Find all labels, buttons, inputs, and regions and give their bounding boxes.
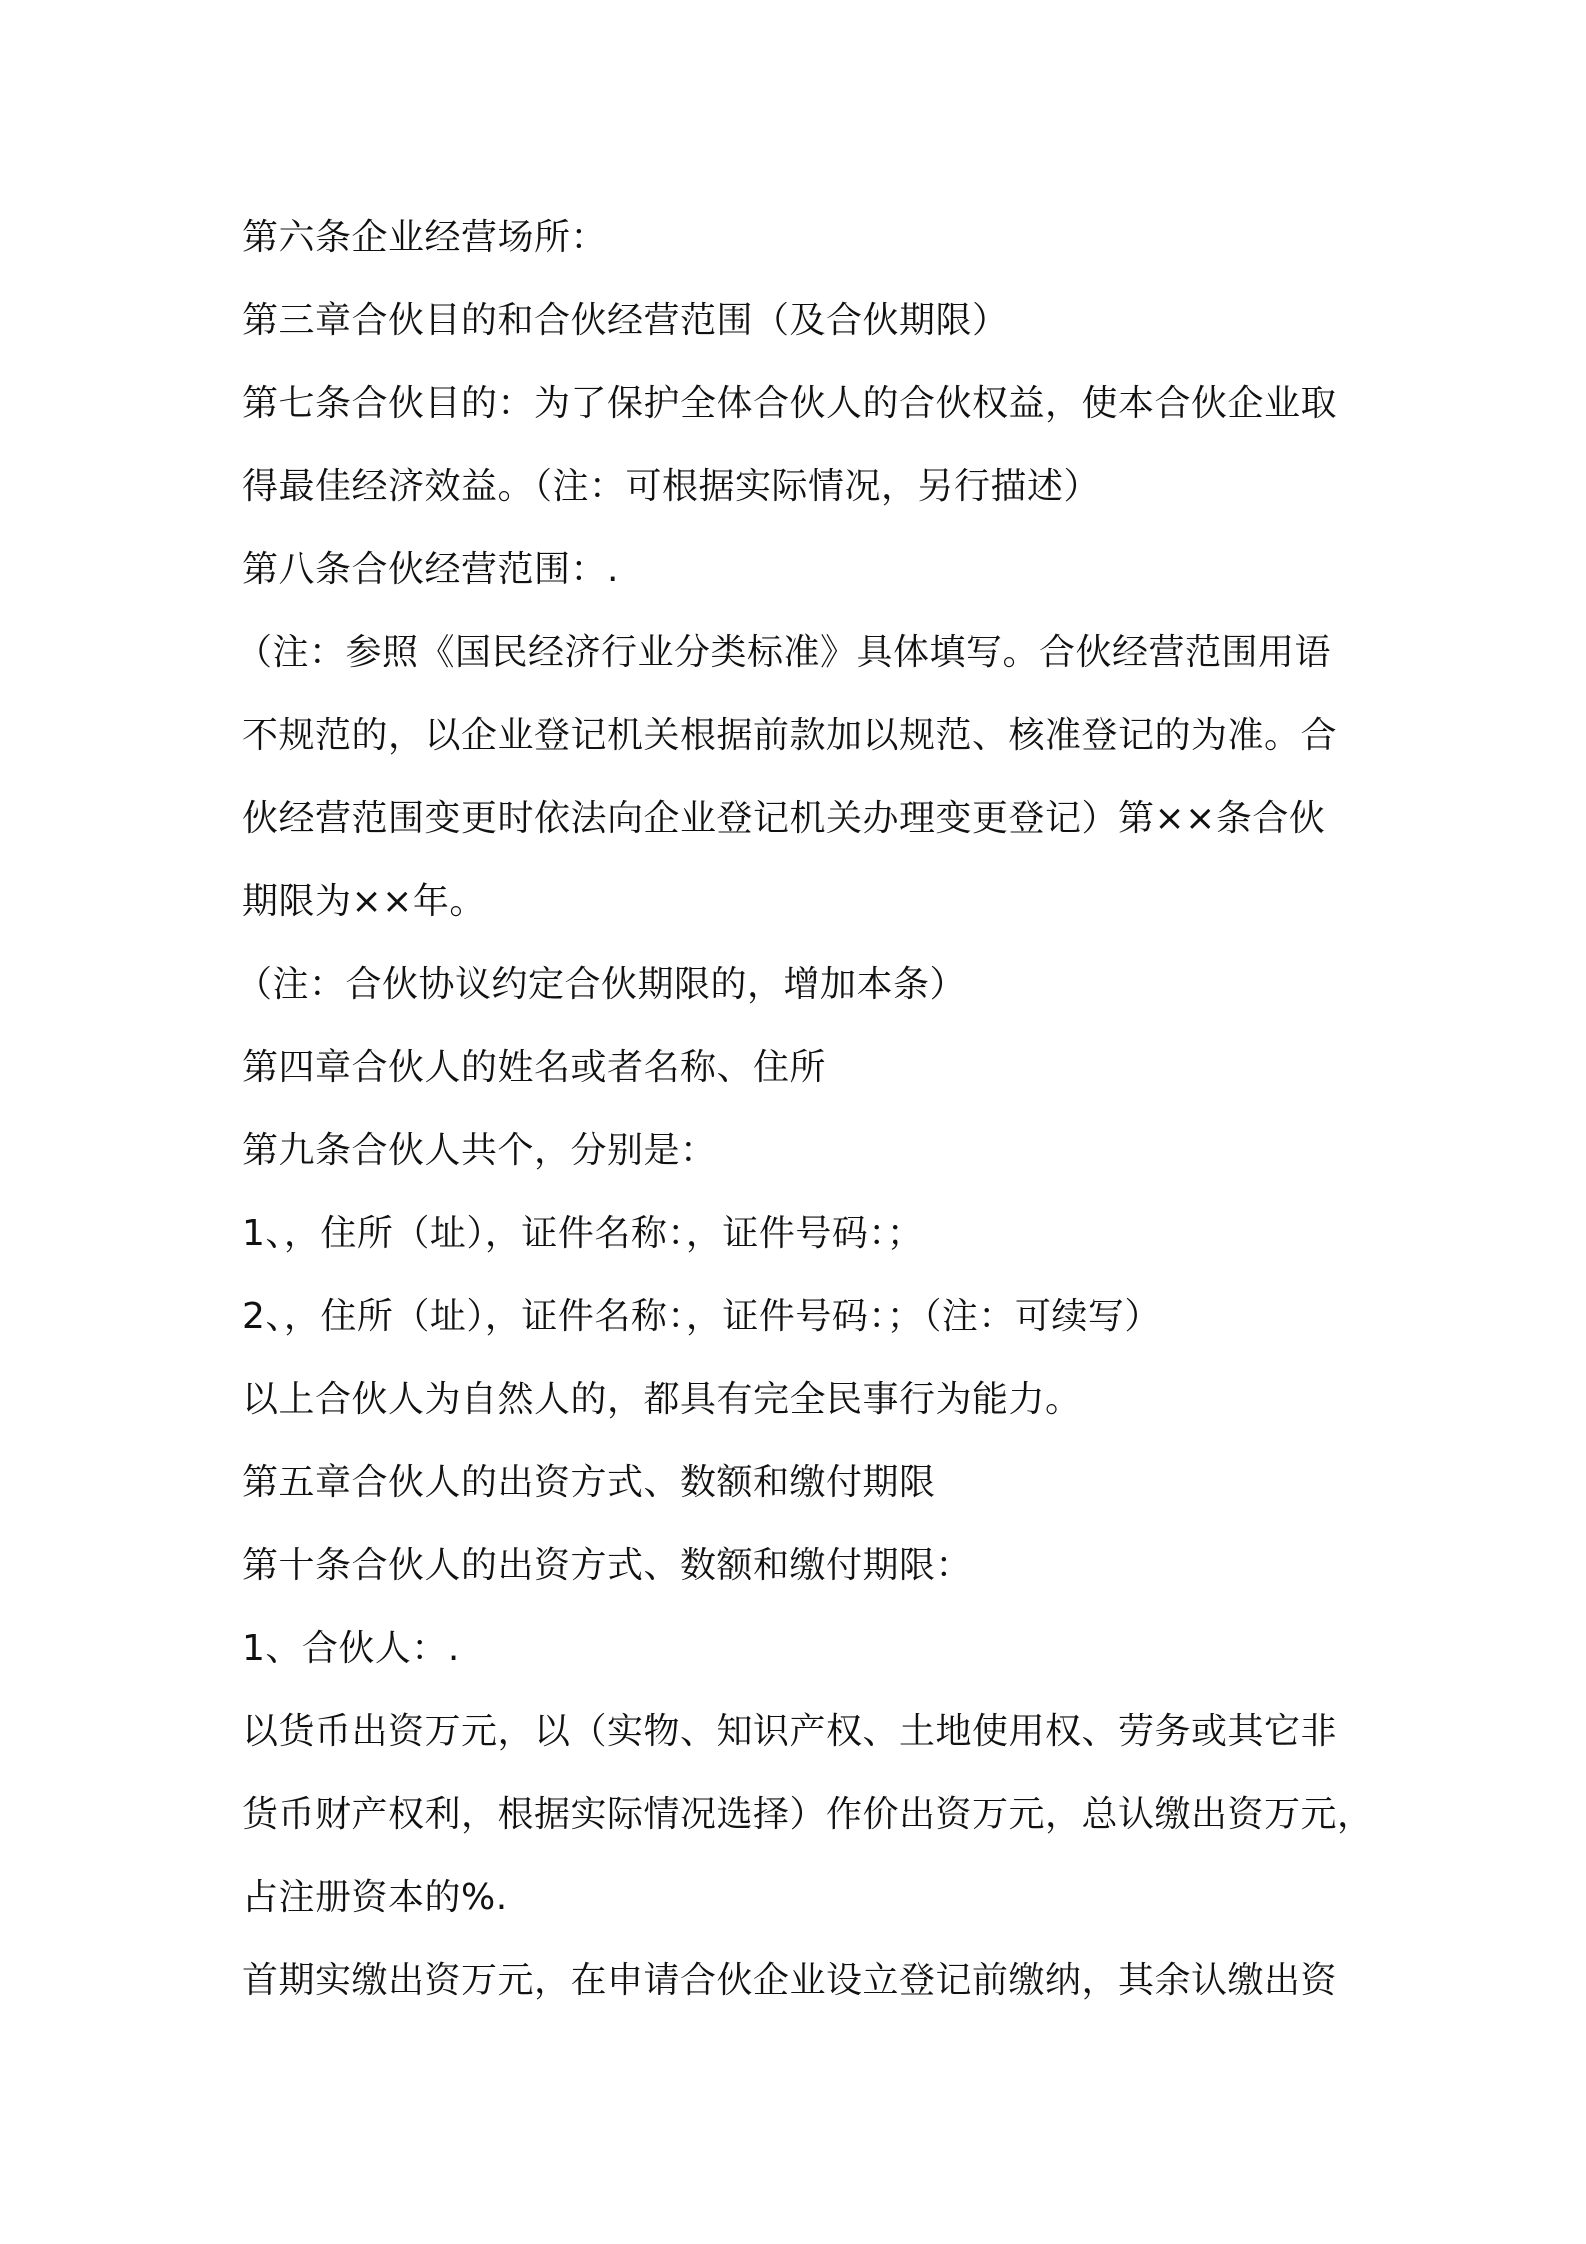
term-line: 期限为××年。 (242, 881, 486, 922)
contribution-partner-line: 1、合伙人：. (242, 1628, 460, 1669)
chapter-3-heading: 第三章合伙目的和合伙经营范围（及合伙期限） (242, 300, 1009, 341)
article-7-line-2: 得最佳经济效益。（注：可根据实际情况，另行描述） (242, 466, 1101, 507)
article-6-line: 第六条企业经营场所： (242, 217, 608, 258)
partner-1-line: 1、，住所（址），证件名称：，证件号码：； (242, 1213, 924, 1254)
document-body (236, 196, 1374, 2022)
chapter-5-heading: 第五章合伙人的出资方式、数额和缴付期限 (242, 1462, 936, 1503)
partner-2-line: 2、，住所（址），证件名称：，证件号码：；（注：可续写） (242, 1296, 1161, 1337)
contribution-line-3: 占注册资本的%. (242, 1877, 508, 1918)
term-note-line: （注：合伙协议约定合伙期限的，增加本条） (236, 964, 967, 1005)
contribution-line-1: 以货币出资万元，以（实物、知识产权、土地使用权、劳务或其它非 (242, 1711, 1338, 1752)
article-8-note-line-3: 伙经营范围变更时依法向企业登记机关办理变更登记）第××条合伙 (242, 798, 1326, 839)
contribution-line-2: 货币财产权利，根据实际情况选择）作价出资万元，总认缴出资万元， (242, 1794, 1374, 1835)
article-8-note-line-1: （注：参照《国民经济行业分类标准》具体填写。合伙经营范围用语 (236, 632, 1332, 673)
first-payment-line: 首期实缴出资万元，在申请合伙企业设立登记前缴纳，其余认缴出资 (242, 1960, 1338, 2001)
article-10-line: 第十条合伙人的出资方式、数额和缴付期限： (242, 1545, 973, 1586)
chapter-4-heading: 第四章合伙人的姓名或者名称、住所 (242, 1047, 827, 1088)
article-9-line: 第九条合伙人共个，分别是： (242, 1130, 717, 1171)
capacity-line: 以上合伙人为自然人的，都具有完全民事行为能力。 (242, 1379, 1082, 1420)
article-8-line: 第八条合伙经营范围：. (242, 549, 619, 590)
article-8-note-line-2: 不规范的，以企业登记机关根据前款加以规范、核准登记的为准。合 (242, 715, 1338, 756)
article-7-line-1: 第七条合伙目的：为了保护全体合伙人的合伙权益，使本合伙企业取 (242, 383, 1338, 424)
